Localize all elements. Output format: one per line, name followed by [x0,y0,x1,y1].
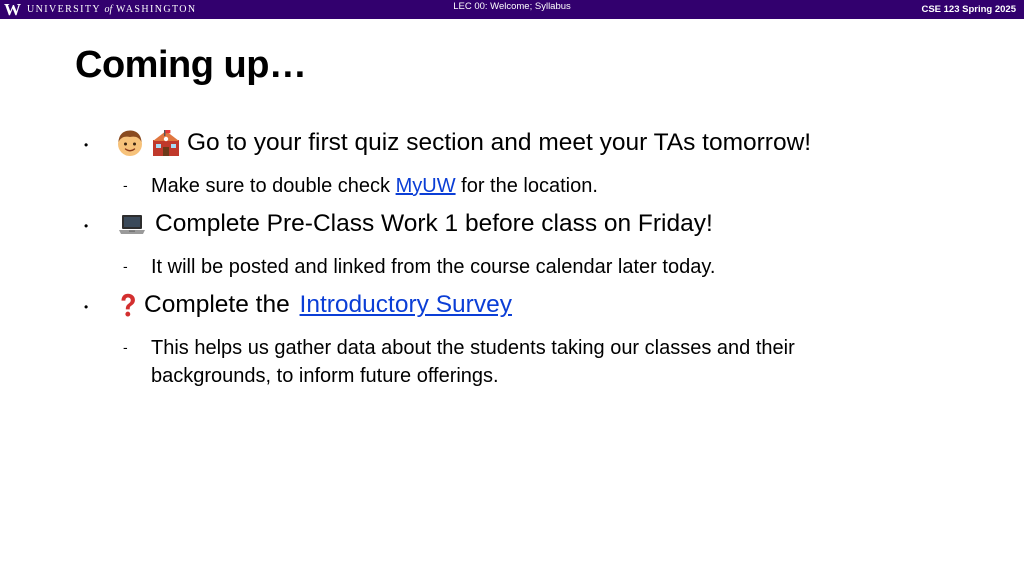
bullet-content [115,209,713,239]
bullet-content [115,290,512,320]
slide-title: Coming up… [75,44,307,86]
red-question-mark-icon [115,290,141,320]
boy-face-icon [115,128,145,158]
bullet-item-pre-class-work [0,209,1024,243]
bullet-text: Complete Pre-Class Work 1 before class on Friday! [155,210,713,237]
myuw-link[interactable]: MyUW [395,175,456,197]
sub-content [151,253,715,281]
sub-text: for the location. [455,175,598,197]
bullet-text: Complete the [144,291,297,318]
bullet-text: Go to your first quiz section and meet your TAs tomorrow! [187,129,812,156]
sub-text-line: backgrounds, to inform future offerings. [151,365,499,387]
sub-content [151,334,795,390]
bullet-item-quiz-section [0,128,1024,162]
bullet-marker: • [84,138,89,152]
sub-marker: - [123,177,128,193]
sub-item-check-myuw [0,172,1024,200]
uw-wordmark-washington: WASHINGTON [116,4,197,15]
bullet-marker: • [84,300,89,314]
laptop-icon [115,209,149,239]
school-building-icon [151,128,181,158]
sub-item-survey-purpose [0,334,1024,390]
uw-wordmark-university: UNIVERSITY [27,4,101,15]
sub-content [151,172,598,200]
uw-logo: W [4,0,21,19]
bullet-item-survey [0,290,1024,324]
course-label: CSE 123 Spring 2025 [921,4,1016,15]
sub-marker: - [123,258,128,274]
sub-marker: - [123,339,128,355]
bullet-marker: • [84,219,89,233]
bullet-content [115,128,811,158]
lecture-title: LEC 00: Welcome; Syllabus [453,1,571,12]
introductory-survey-link[interactable]: Introductory Survey [299,291,512,318]
uw-wordmark-of: of [104,4,113,15]
sub-text: Make sure to double check [151,175,396,197]
sub-text: It will be posted and linked from the course calendar later today. [151,256,716,278]
sub-item-posted-calendar [0,253,1024,281]
sub-text-line: This helps us gather data about the students taking our classes and their [151,337,795,359]
header-bar [0,0,1024,19]
